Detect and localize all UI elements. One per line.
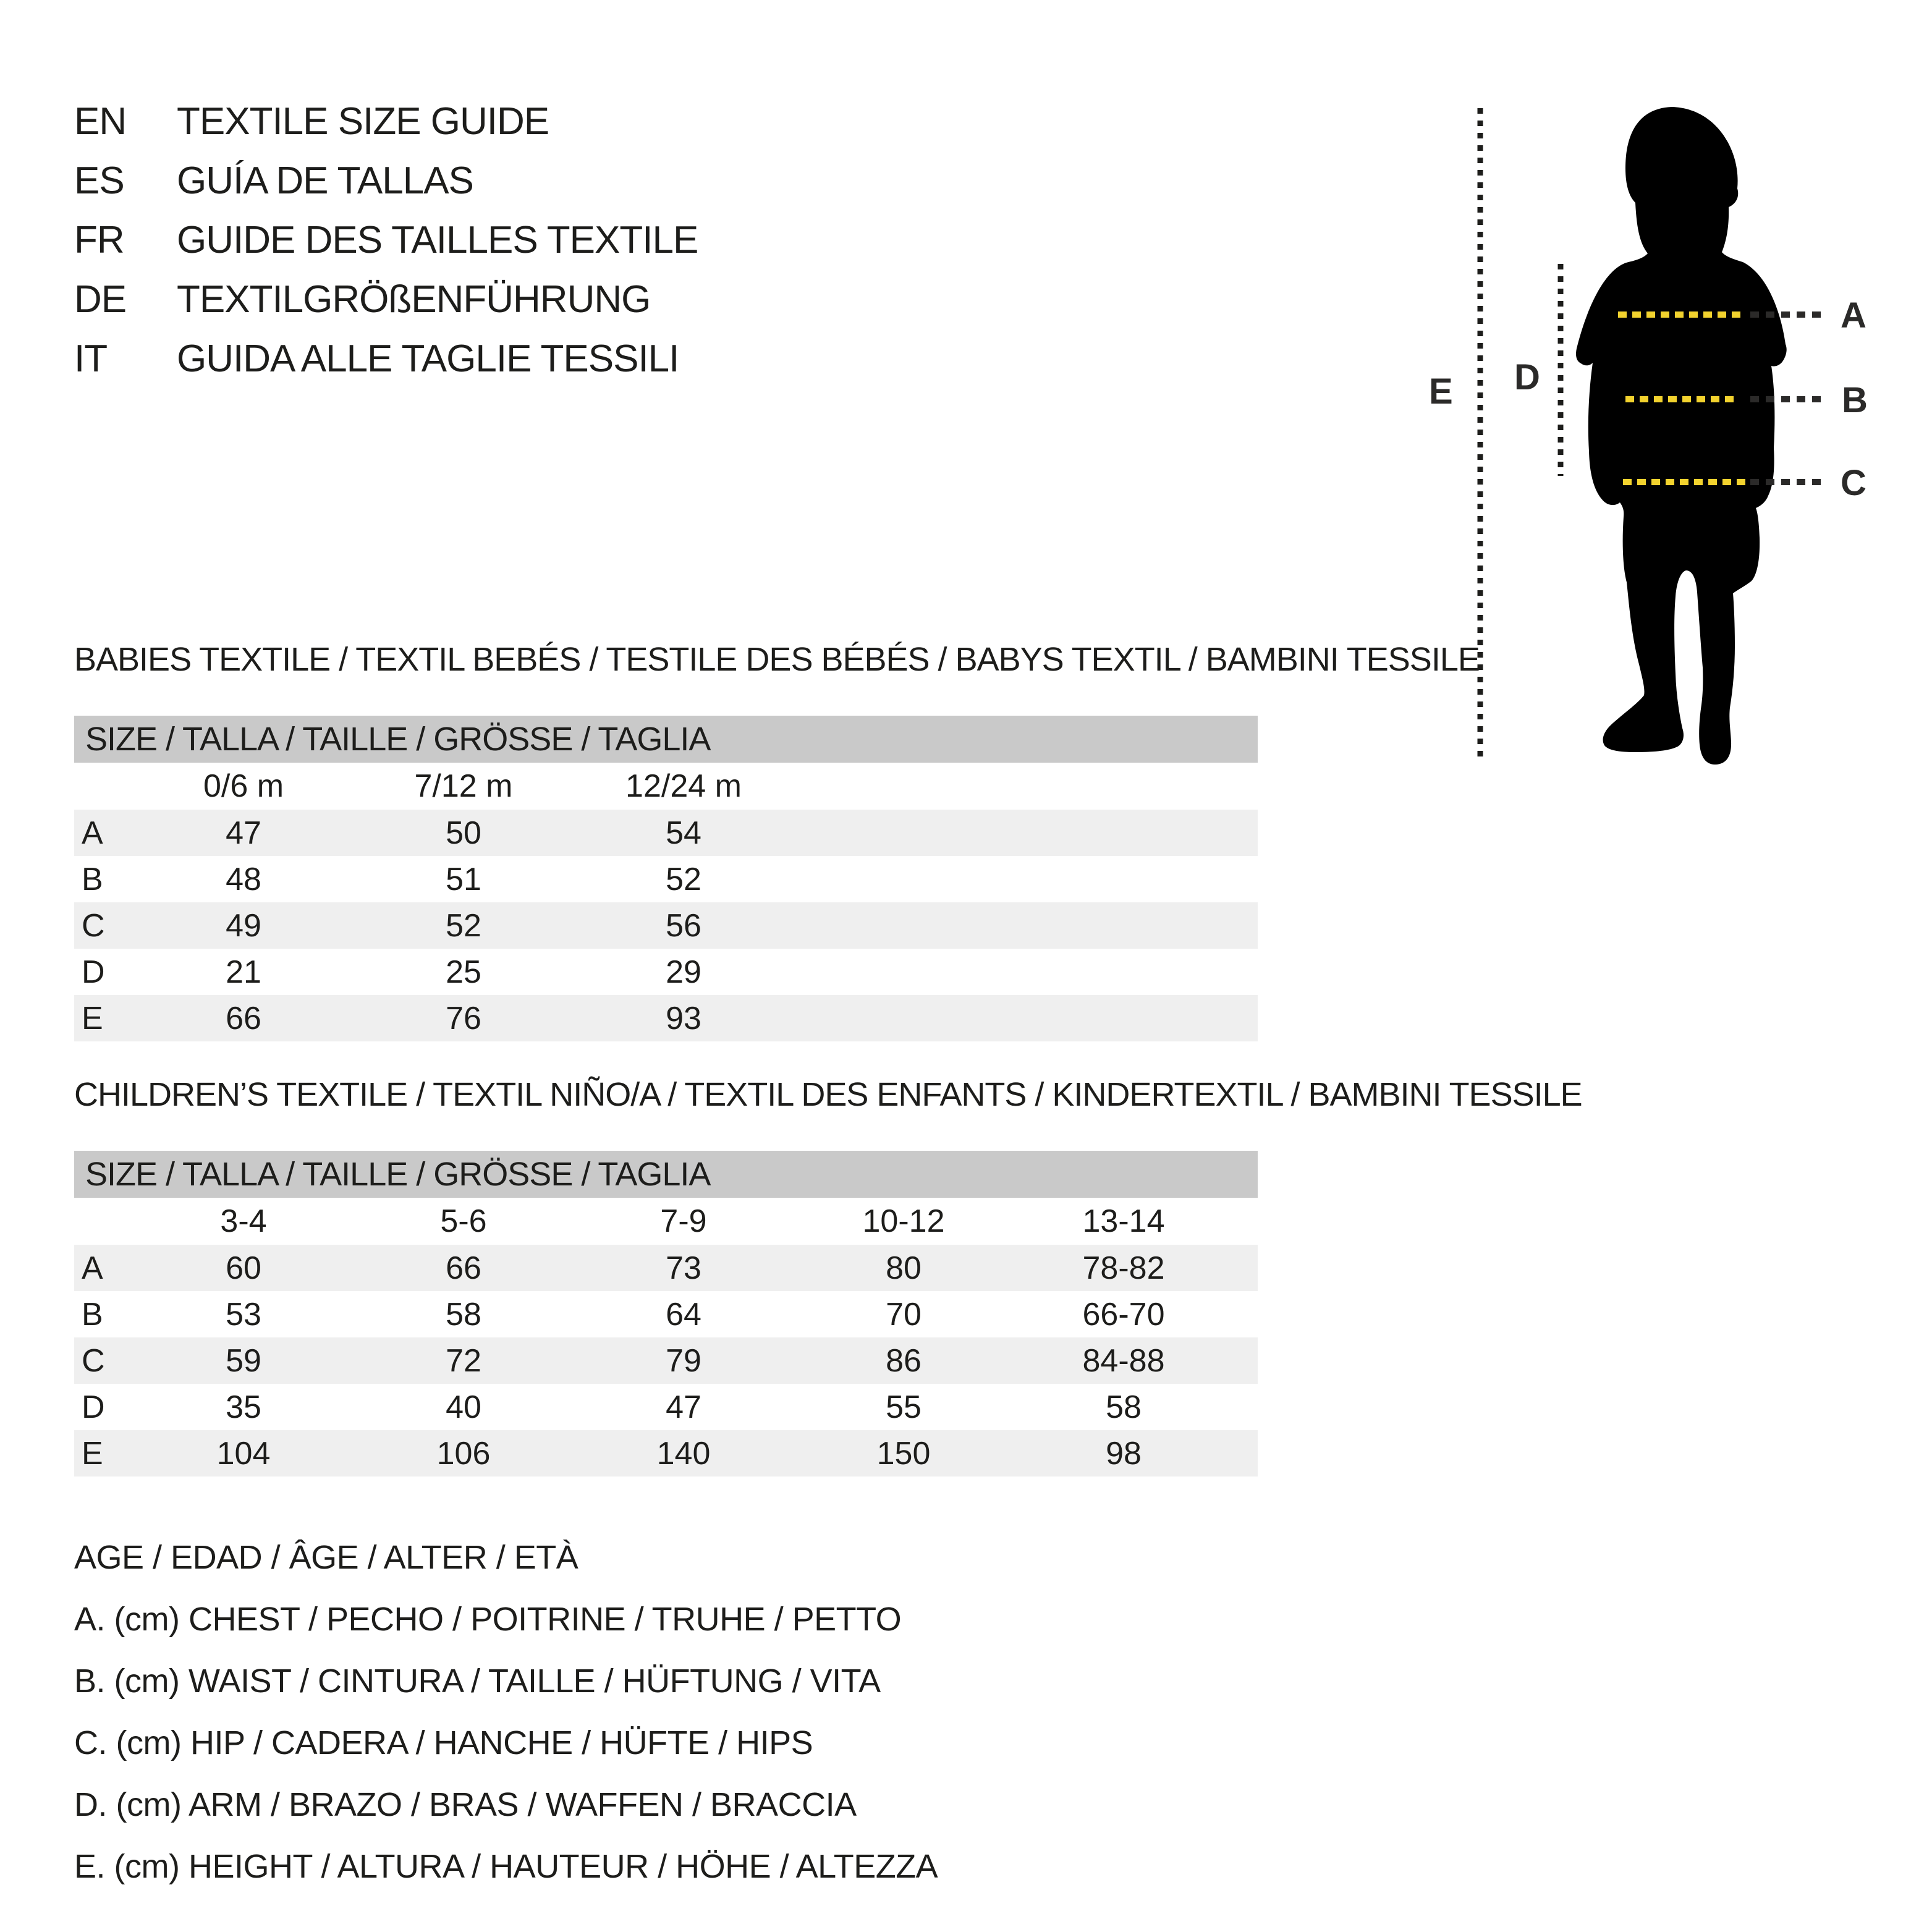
table-row: [74, 1245, 1258, 1291]
table-row: [74, 1291, 1258, 1337]
column-header: 7/12 m: [414, 768, 513, 804]
height-label: E: [1429, 371, 1453, 412]
chest-label: A: [1841, 295, 1866, 336]
size-value: 59: [226, 1342, 261, 1379]
size-value: 66-70: [1082, 1296, 1165, 1332]
table-row: [74, 810, 1258, 856]
size-header-bar: SIZE / TALLA / TAILLE / GRÖSSE / TAGLIA: [74, 1151, 1258, 1198]
guide-title: GUIDA ALLE TAGLIE TESSILI: [177, 337, 679, 380]
size-value: 78-82: [1082, 1250, 1165, 1286]
size-value: 52: [666, 861, 701, 897]
size-value: 93: [666, 1000, 701, 1036]
size-value: 66: [226, 1000, 261, 1036]
size-value: 150: [876, 1435, 931, 1472]
guide-title: TEXTILE SIZE GUIDE: [177, 100, 549, 143]
size-value: 84-88: [1082, 1342, 1165, 1379]
size-value: 66: [446, 1250, 481, 1286]
child-silhouette-icon: [1576, 107, 1787, 765]
legend-waist: B. (cm) WAIST / CINTURA / TAILLE / HÜFTUNG / VITA: [74, 1663, 881, 1700]
hip-label: C: [1841, 463, 1866, 503]
language-code: IT: [74, 337, 108, 380]
size-value: 58: [1106, 1389, 1142, 1425]
row-label: C: [82, 1342, 105, 1379]
size-value: 73: [666, 1250, 701, 1286]
children-section-title: CHILDREN’S TEXTILE / TEXTIL NIÑO/A / TEXTIL DES ENFANTS / KINDERTEXTIL / BAMBINI TESSILE: [74, 1076, 1582, 1113]
size-value: 52: [446, 907, 481, 944]
language-title-list: [74, 91, 698, 388]
size-value: 79: [666, 1342, 701, 1379]
language-row-de: [74, 269, 698, 329]
column-header: 10-12: [862, 1203, 945, 1239]
language-code: FR: [74, 218, 124, 261]
legend-chest: A. (cm) CHEST / PECHO / POITRINE / TRUHE / PETTO: [74, 1601, 902, 1638]
size-value: 50: [446, 815, 481, 851]
language-row-it: [74, 329, 698, 388]
size-value: 47: [226, 815, 261, 851]
guide-title: TEXTILGRÖßENFÜHRUNG: [177, 278, 651, 321]
legend-age: AGE / EDAD / ÂGE / ALTER / ETÀ: [74, 1539, 578, 1576]
row-label: B: [82, 861, 103, 897]
size-value: 140: [656, 1435, 711, 1472]
guide-title: GUÍA DE TALLAS: [177, 159, 473, 202]
size-value: 104: [216, 1435, 271, 1472]
size-value: 47: [666, 1389, 701, 1425]
babies-section-title: BABIES TEXTILE / TEXTIL BEBÉS / TESTILE DES BÉBÉS / BABYS TEXTIL / BAMBINI TESSILE: [74, 641, 1480, 678]
legend-arm: D. (cm) ARM / BRAZO / BRAS / WAFFEN / BRACCIA: [74, 1786, 857, 1823]
arm-label: D: [1514, 357, 1540, 397]
size-value: 25: [446, 954, 481, 990]
row-label: B: [82, 1296, 103, 1332]
row-label: D: [82, 954, 105, 990]
size-value: 72: [446, 1342, 481, 1379]
table-row: [74, 995, 1258, 1041]
children-size-table: [74, 1151, 1258, 1477]
column-header: 3-4: [220, 1203, 267, 1239]
size-value: 49: [226, 907, 261, 944]
size-value: 51: [446, 861, 481, 897]
row-label: E: [82, 1435, 103, 1472]
column-header: 7-9: [660, 1203, 707, 1239]
size-value: 29: [666, 954, 701, 990]
table-row: [74, 1384, 1258, 1430]
size-value: 60: [226, 1250, 261, 1286]
row-label: E: [82, 1000, 103, 1036]
size-value: 53: [226, 1296, 261, 1332]
column-header-row: [74, 1198, 1258, 1245]
table-row: [74, 1430, 1258, 1477]
row-label: A: [82, 815, 103, 851]
measurement-figure: [1421, 80, 1932, 797]
language-code: DE: [74, 278, 127, 321]
size-value: 80: [886, 1250, 922, 1286]
table-row: [74, 902, 1258, 949]
size-value: 35: [226, 1389, 261, 1425]
size-header-bar: SIZE / TALLA / TAILLE / GRÖSSE / TAGLIA: [74, 716, 1258, 763]
column-header: 12/24 m: [625, 768, 742, 804]
column-header: 5-6: [440, 1203, 487, 1239]
language-row-fr: [74, 210, 698, 269]
size-value: 40: [446, 1389, 481, 1425]
table-row: [74, 856, 1258, 902]
row-label: A: [82, 1250, 103, 1286]
language-row-en: [74, 91, 698, 151]
size-value: 56: [666, 907, 701, 944]
language-row-es: [74, 151, 698, 210]
size-value: 48: [226, 861, 261, 897]
size-value: 55: [886, 1389, 922, 1425]
size-value: 86: [886, 1342, 922, 1379]
language-code: EN: [74, 100, 127, 143]
size-value: 76: [446, 1000, 481, 1036]
measurement-legend: [74, 1527, 938, 1897]
babies-size-table: [74, 716, 1258, 1041]
table-row: [74, 949, 1258, 995]
legend-hip: C. (cm) HIP / CADERA / HANCHE / HÜFTE / HIPS: [74, 1724, 813, 1761]
legend-height: E. (cm) HEIGHT / ALTURA / HAUTEUR / HÖHE / ALTEZZA: [74, 1848, 938, 1885]
table-row: [74, 1337, 1258, 1384]
guide-title: GUIDE DES TAILLES TEXTILE: [177, 218, 698, 261]
column-header-row: [74, 763, 1258, 810]
size-value: 64: [666, 1296, 701, 1332]
size-value: 21: [226, 954, 261, 990]
language-code: ES: [74, 159, 124, 202]
row-label: C: [82, 907, 105, 944]
size-value: 58: [446, 1296, 481, 1332]
row-label: D: [82, 1389, 105, 1425]
size-value: 54: [666, 815, 701, 851]
column-header: 0/6 m: [203, 768, 284, 804]
waist-label: B: [1842, 380, 1868, 420]
column-header: 13-14: [1082, 1203, 1165, 1239]
size-value: 98: [1106, 1435, 1142, 1472]
size-value: 106: [436, 1435, 491, 1472]
size-value: 70: [886, 1296, 922, 1332]
